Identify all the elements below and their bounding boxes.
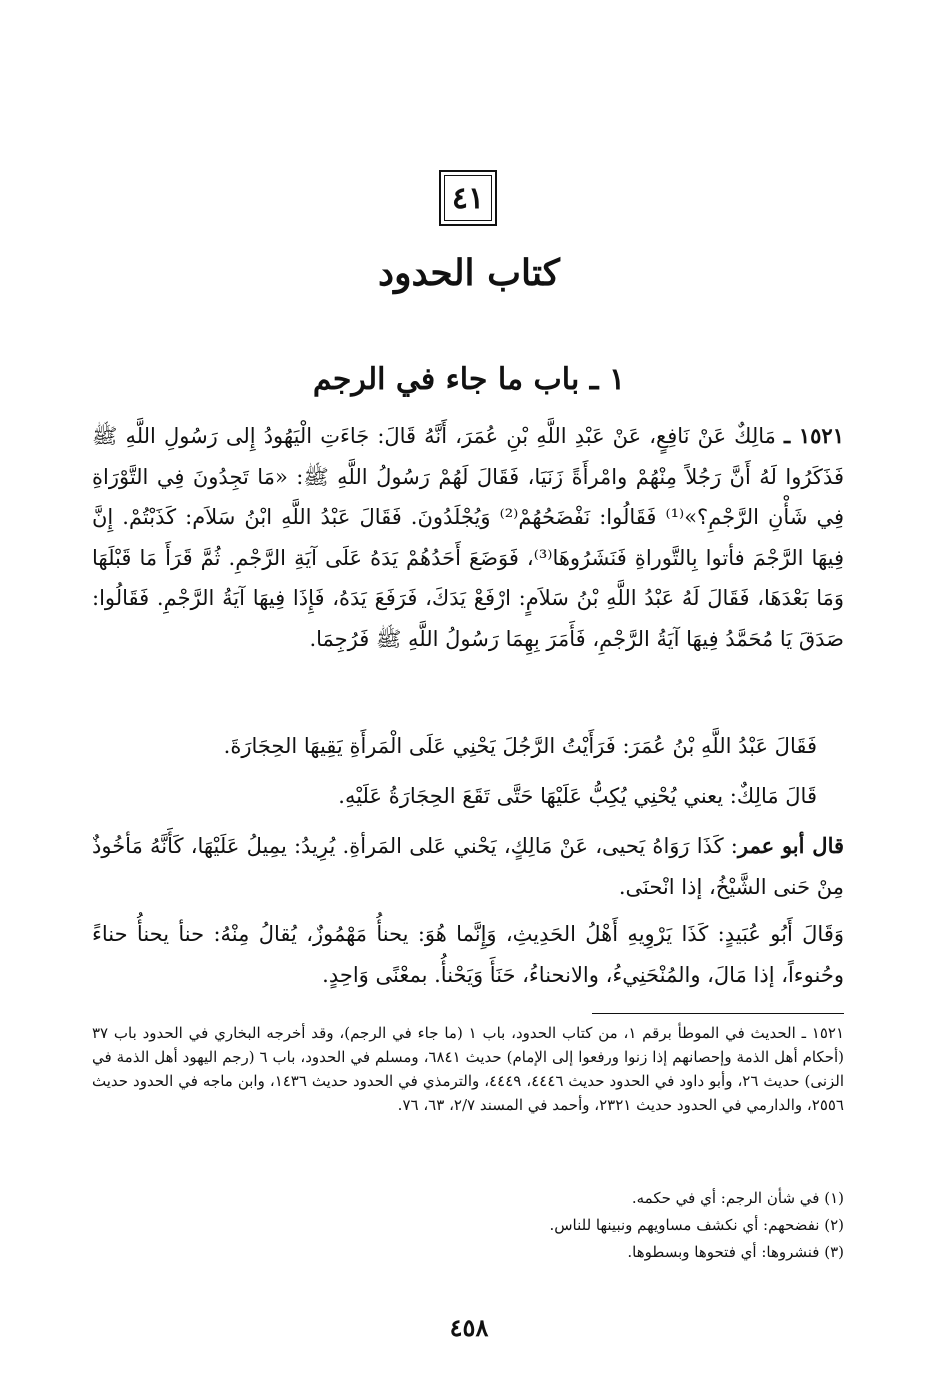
chapter-number-box [439, 170, 497, 226]
abu-ubayd-paragraph: وَقَالَ أَبُو عُبَيدٍ: كَذَا يَرْوِيهِ أَهْلُ الحَدِيثِ، وَإِنَّما هُوَ: يحنأُ مَهْمُوزٌ، يُقالُ مِنْهُ: حنأ يحنأُ حناءً وحُنوءاً، إذا مَالَ، والمُنْحَنِيءُ، والانحناءُ، حَنَأَ وَيَحْنأُ. بمعْنًى وَاحِدٍ. [92, 922, 844, 987]
hadith-number: ١٥٢١ ـ [784, 423, 844, 448]
abu-umar-text: : كَذَا رَوَاهُ يَحيى، عَنْ مَالِكٍ، يَحْني عَلى المَرأةِ. يُرِيدُ: يمِيلُ عَلَيْهَا، كَأَنَّهُ مَأخُوذٌ مِنْ حَنى الشَّيْخُ، إذا انْحنَى. [92, 834, 844, 899]
abu-umar-paragraph [92, 826, 844, 914]
abu-umar-label: قال أبو عمر [737, 833, 845, 858]
chapter-number: ٤١ [444, 175, 492, 221]
footnote-1: (١) في شأن الرجم: أي في حكمه. [631, 1189, 844, 1207]
footnote-2: (٢) نفضحهم: أي نكشف مساويهم ونبينها للناس. [549, 1216, 844, 1234]
footnote-divider [592, 1013, 844, 1014]
malik-paragraph: قَالَ مَالِكٌ: يعني يُحْنِي يُكِبُّ عَلَيْهَا حَتَّى تَقَعَ الحِجَارَةُ عَلَيْهِ. [338, 784, 817, 808]
page-number: ٤٥٨ [449, 1313, 489, 1342]
book-title: كتاب الحدود [378, 252, 560, 294]
hadith-text: مَالِكٌ عَنْ نَافِعٍ، عَنْ عَبْدِ اللَّهِ بْنِ عُمَرَ، أَنَّهُ قَالَ: جَاءَتِ الْيَهُودُ إِلى رَسُولِ اللَّهِ ﷺ فَذَكَرُوا لَهُ أَنَّ رَجُلاً مِنْهُمْ وامْرأَةً زَنَيَا، فَقَالَ لَهُمْ رَسُولُ اللَّهِ ﷺ: «مَا تَجِدُونَ فِي التَّوْرَاةِ فِي شَأْنِ الرَّجْمِ؟»⁽¹⁾ فَقَالُوا: نَفْضَحُهُمْ⁽²⁾ وَيُجْلَدُونَ. فَقَالَ عَبْدُ اللَّهِ ابْنُ سَلاَم: كَذَبْتُمْ. إِنَّ فِيهَا الرَّجْمَ فأتوا بِالتَّوراةِ فَنَشَرُوهَا⁽³⁾، فَوَضَعَ أَحَدُهُمْ يَدَهُ عَلَى آيَةِ الرَّجْمِ. ثُمَّ قَرَأَ مَا قَبْلَهَا وَمَا بَعْدَهَا، فَقَالَ لَهُ عَبْدُ اللَّهِ بْنُ سَلاَمٍ: ارْفَعْ يَدَكَ، فَرَفَعَ يَدَهُ، فَإِذَا فِيهَا آيَةُ الرَّجْمِ. فَقَالُوا: صَدَقَ يَا مُحَمَّدُ فِيهَا آيَةُ الرَّجْمِ، فَأَمَرَ بِهِمَا رَسُولُ اللَّهِ ﷺ فَرُجِمَا. [92, 424, 844, 651]
footnote-3: (٣) فنشروها: أي فتحوها وبسطوها. [627, 1243, 844, 1261]
hadith-paragraph [92, 416, 844, 742]
chapter-heading: ١ ـ باب ما جاء في الرجم [312, 362, 626, 397]
footnote-source: ١٥٢١ ـ الحديث في الموطأ برقم ١، من كتاب الحدود، باب ١ (ما جاء في الرجم)، وقد أخرجه البخاري في الحدود باب ٣٧ (أحكام أهل الذمة وإحصانهم إذا زنوا ورفعوا إلى الإمام) حديث ٦٨٤١، ومسلم في الحدود، باب ٦ (رجم اليهود أهل الذمة في الزنى) حديث ٢٦، وأبو داود في الحدود حديث ٤٤٤٦، ٤٤٤٩، والترمذي في الحدود حديث ١٤٣٦، وابن ماجه في الحدود حديث ٢٥٥٦، والدارمي في الحدود حديث ٢٣٢١، وأحمد في المسند ٢/٧، ٦٣، ٧٦. [92, 1024, 845, 1114]
ibn-umar-paragraph: فَقَالَ عَبْدُ اللَّهِ بْنُ عُمَرَ: فَرَأَيْتُ الرَّجُلَ يَحْنِي عَلَى الْمَرأَةِ يَقِيهَا الحِجَارَةَ. [223, 734, 817, 758]
